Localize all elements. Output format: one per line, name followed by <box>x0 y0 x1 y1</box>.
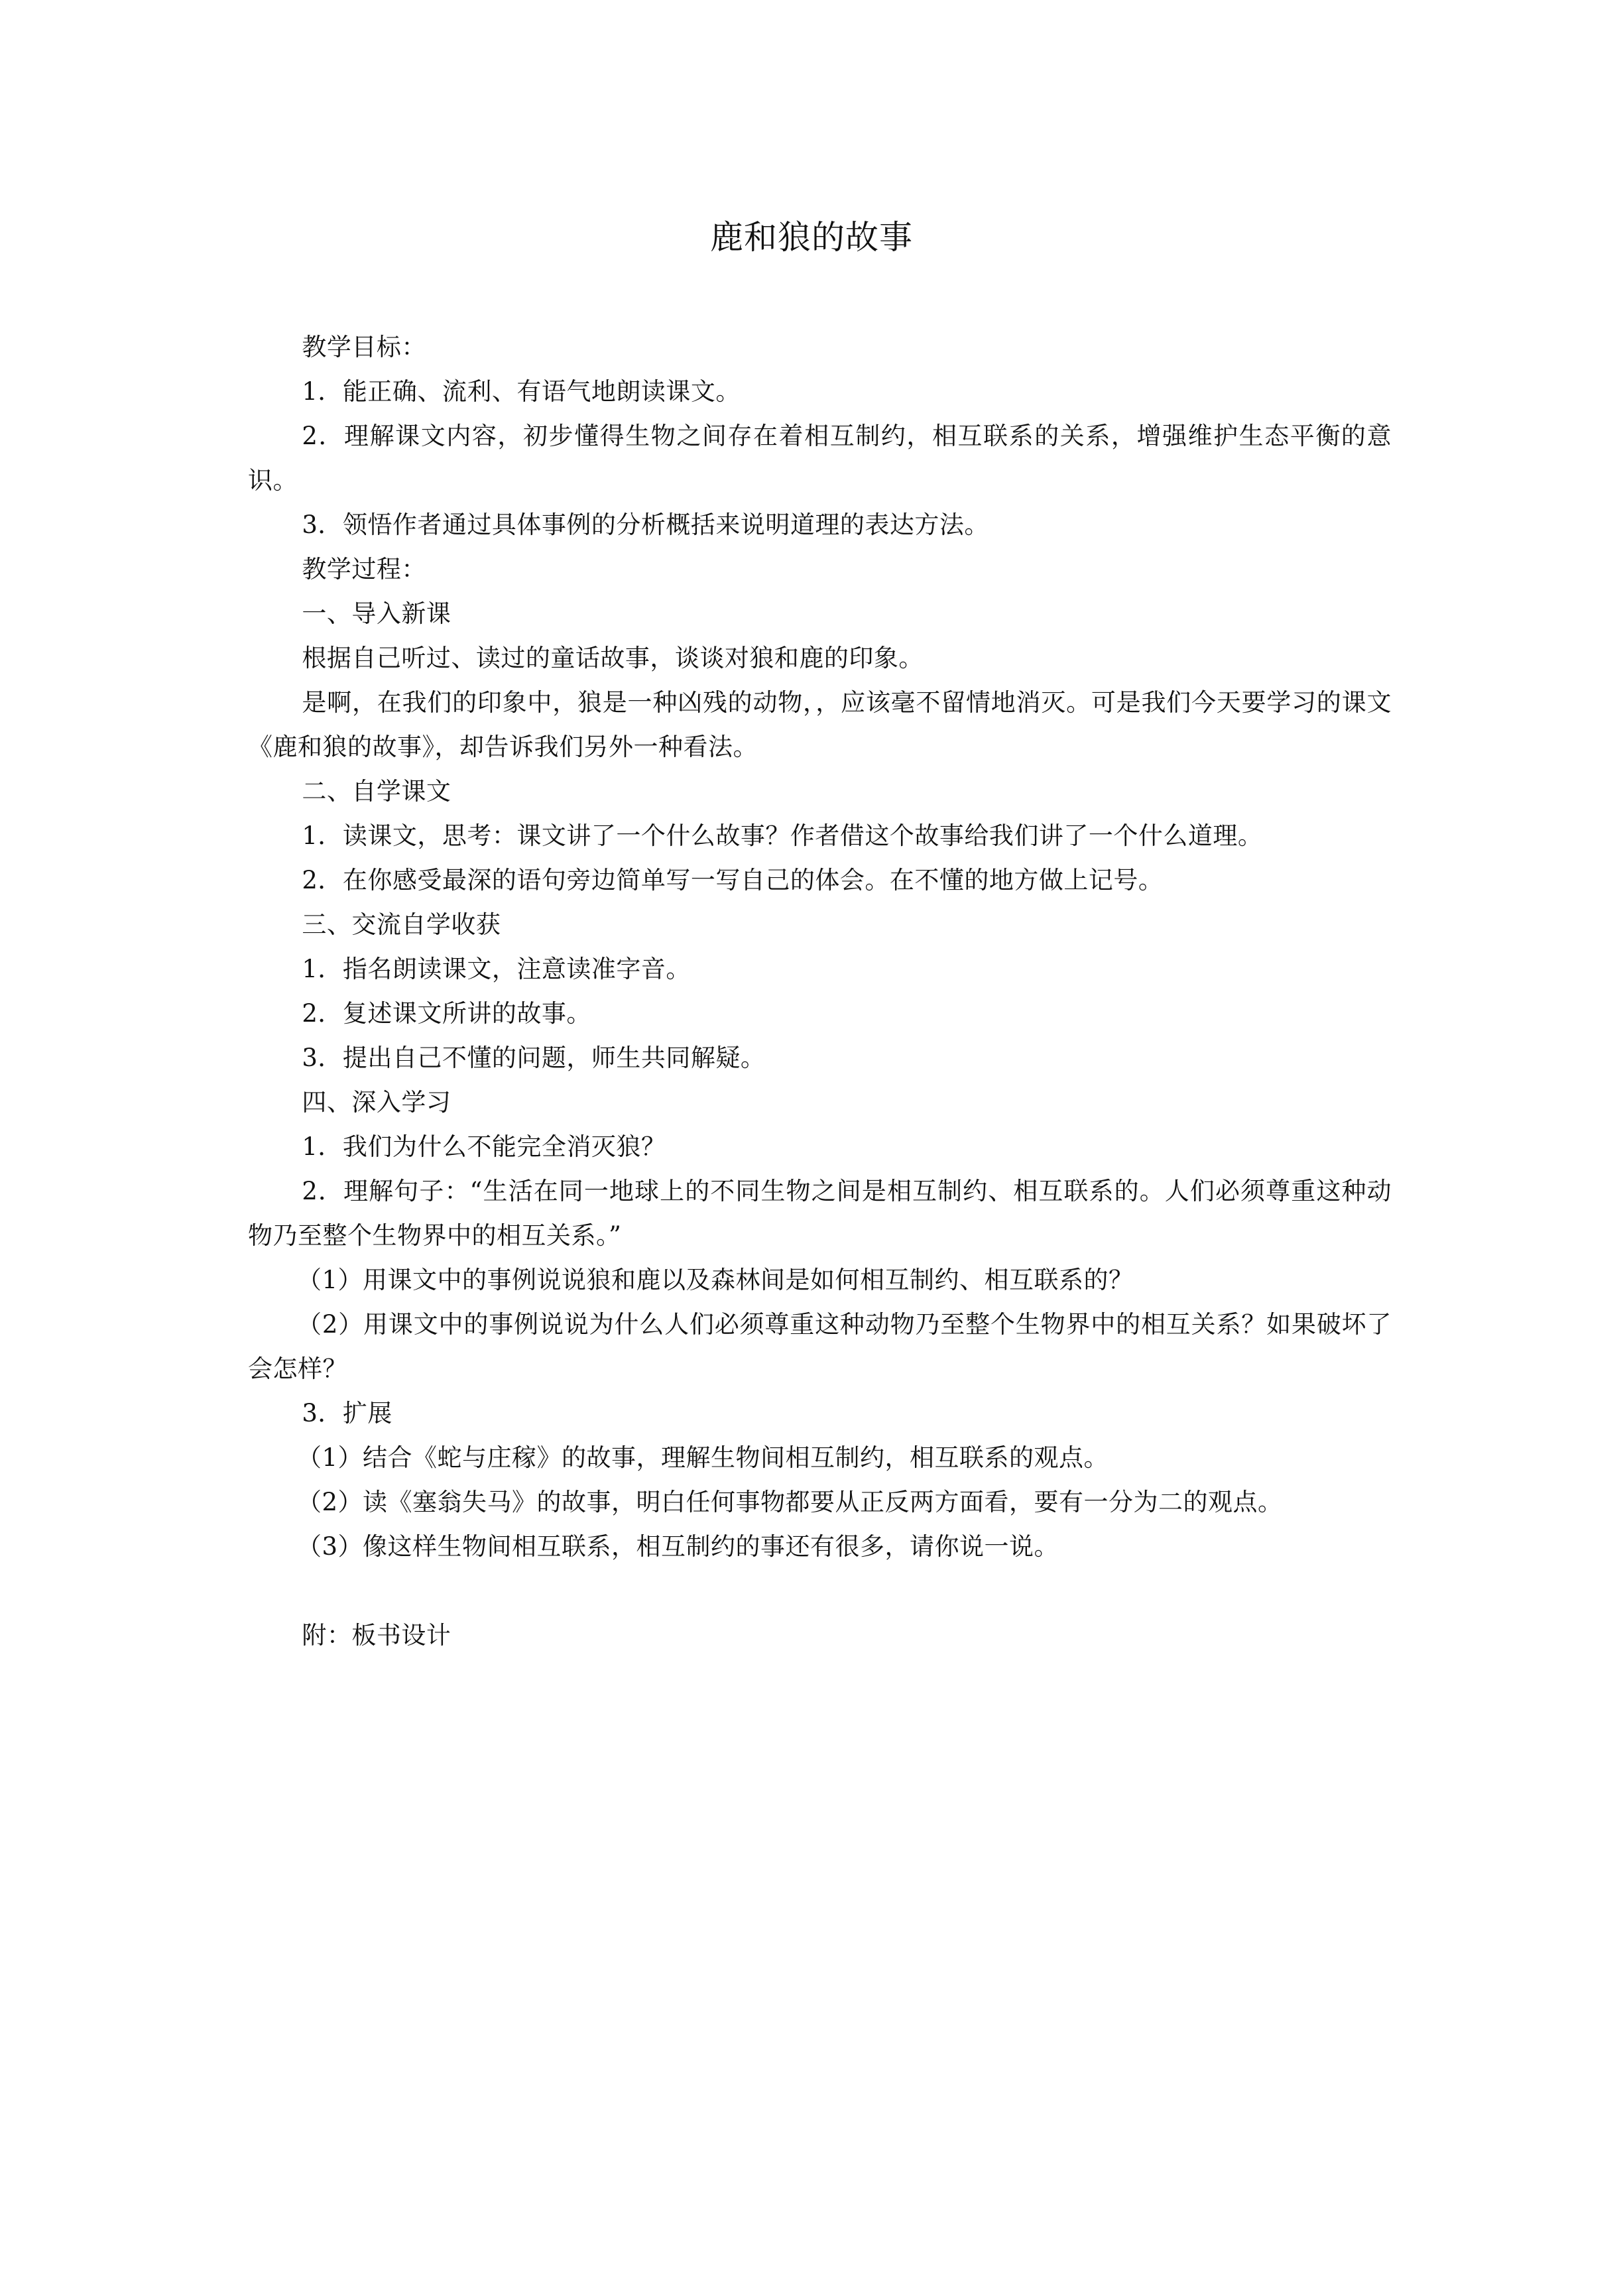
step-heading-3: 三、交流自学收获 <box>302 910 501 939</box>
section-heading-objectives: 教学目标： <box>302 333 426 361</box>
paragraph: 根据自己听过、读过的童话故事，谈谈对狼和鹿的印象。 <box>302 644 924 672</box>
document-title: 鹿和狼的故事 <box>710 218 913 257</box>
step-heading-1: 一、导入新课 <box>302 599 451 628</box>
step-heading-2: 二、自学课文 <box>302 777 451 806</box>
sub-list-item: （2）读《塞翁失马》的故事，明白任何事物都要从正反两方面看，要有一分为二的观点。 <box>297 1488 1283 1516</box>
blank-line <box>248 1569 1392 1613</box>
document-body <box>248 325 1392 1658</box>
list-item: 2．理解句子：“生活在同一地球上的不同生物之间是相互制约、相互联系的。人们必须尊重这种动物乃至整个生物界中的相互关系。” <box>248 1177 1392 1250</box>
sub-list-item: （1）结合《蛇与庄稼》的故事，理解生物间相互制约，相互联系的观点。 <box>297 1443 1109 1472</box>
list-item: 2．复述课文所讲的故事。 <box>302 999 591 1028</box>
sub-list-item: （3）像这样生物间相互联系，相互制约的事还有很多，请你说一说。 <box>297 1532 1059 1561</box>
list-item: 1．指名朗读课文，注意读准字音。 <box>302 955 691 983</box>
sub-list-item: （2）用课文中的事例说说为什么人们必须尊重这种动物乃至整个生物界中的相互关系？如果破坏了会怎样？ <box>248 1310 1392 1383</box>
objective-item-1: 1．能正确、流利、有语气地朗读课文。 <box>302 377 741 406</box>
list-item: 1．读课文，思考：课文讲了一个什么故事？作者借这个故事给我们讲了一个什么道理。 <box>302 821 1263 850</box>
list-item: 2．在你感受最深的语句旁边简单写一写自己的体会。在不懂的地方做上记号。 <box>302 866 1164 894</box>
list-item: 1．我们为什么不能完全消灭狼？ <box>302 1132 666 1161</box>
sub-list-item: （1）用课文中的事例说说狼和鹿以及森林间是如何相互制约、相互联系的？ <box>297 1266 1134 1294</box>
list-item: 3．扩展 <box>302 1399 392 1427</box>
appendix-note: 附：板书设计 <box>302 1621 451 1650</box>
list-item: 3．提出自己不懂的问题，师生共同解疑。 <box>302 1044 766 1072</box>
paragraph: 是啊，在我们的印象中，狼是一种凶残的动物，，应该毫不留情地消灭。可是我们今天要学习的课文《鹿和狼的故事》，却告诉我们另外一种看法。 <box>248 688 1392 761</box>
objective-item-3: 3．领悟作者通过具体事例的分析概括来说明道理的表达方法。 <box>302 511 989 539</box>
step-heading-4: 四、深入学习 <box>302 1088 451 1117</box>
objective-item-2: 2．理解课文内容，初步懂得生物之间存在着相互制约，相互联系的关系，增强维护生态平衡的意识。 <box>248 422 1392 495</box>
section-heading-process: 教学过程： <box>302 555 426 583</box>
